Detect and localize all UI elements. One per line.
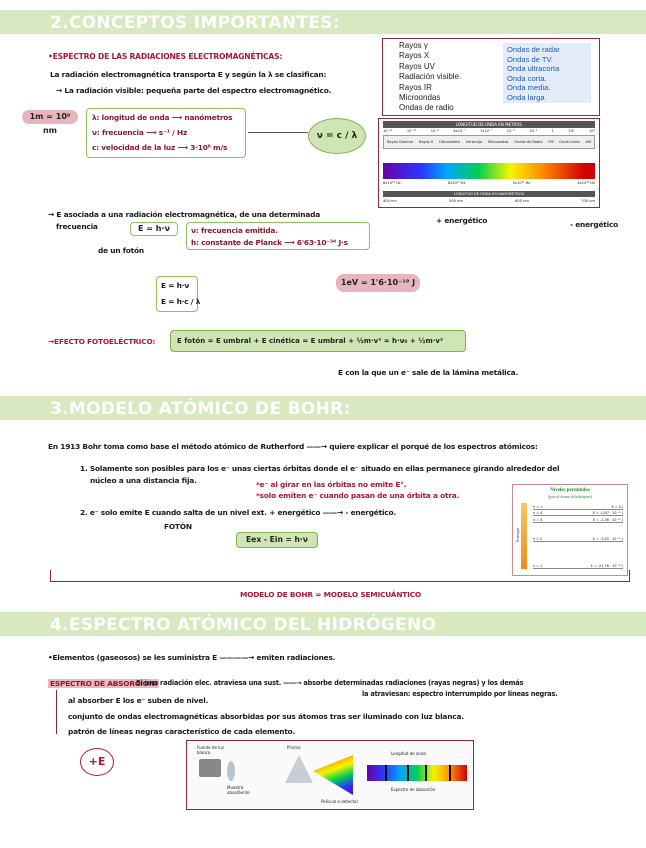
definitions-box xyxy=(86,108,246,158)
nm-label: 500 nm xyxy=(449,199,463,203)
nm-labels xyxy=(383,199,595,203)
eq1: E = h·ν xyxy=(161,281,190,290)
ev-conversion: 1eV = 1'6·10⁻¹⁹ J xyxy=(336,274,420,292)
spectrum-ticks xyxy=(383,129,595,133)
bullet-line xyxy=(56,690,64,734)
more-energy-label: + energético xyxy=(436,216,488,225)
band-label: Rayos X xyxy=(418,140,434,144)
nm-label: 700 nm xyxy=(581,199,595,203)
list-item: Ondas de TV. xyxy=(507,54,554,64)
hz-label: 4x10¹⁴ Hz xyxy=(577,181,595,185)
foton-word: FOTÓN xyxy=(164,522,192,531)
s2-line2: → La radiación visible: pequeña parte del espectro electromagnético. xyxy=(56,86,332,95)
s2-line1: La radiación electromagnética transporta E y según la λ se clasifican: xyxy=(50,70,327,79)
absorption-spectrum-bar xyxy=(367,765,467,781)
prism-shape xyxy=(285,755,313,783)
band-label: Onda Corta xyxy=(559,140,580,144)
def-c: c: velocidad de la luz ⟶ 3·10⁸ m/s xyxy=(92,143,228,152)
band-label: Infrarrojo xyxy=(465,140,483,144)
def-nu: ν: frecuencia ⟶ s⁻¹ / Hz xyxy=(92,128,188,137)
list-item: Rayos γ xyxy=(399,41,428,50)
energy-levels-image xyxy=(512,484,628,576)
band-label: FM xyxy=(548,140,554,144)
section-2-title: 2.CONCEPTOS IMPORTANTES: xyxy=(50,13,340,33)
hz-label: 5x10¹⁴ Hz xyxy=(512,181,531,185)
sample-shape xyxy=(227,761,235,781)
absorption-line xyxy=(407,765,409,781)
planck-box xyxy=(186,222,370,250)
bohr-p1c: *e⁻ al girar en las órbitas no emite E°. xyxy=(256,480,407,489)
list-item: Onda larga xyxy=(507,92,545,102)
eq2: E = h·c / λ xyxy=(161,297,201,306)
tick-label: 10⁻² xyxy=(529,129,538,133)
absorption-text: Si una radiación elec. atraviesa una sust. ——→ absorbe determinadas radiaciones (rayas negras) y los demás xyxy=(136,679,524,687)
bohr-p2: 2. e⁻ solo emite E cuando salta de un nivel ext. + energético ——→ - energético. xyxy=(80,508,396,517)
list-item: Rayos IR xyxy=(399,82,432,92)
level-n: n = 1 xyxy=(533,564,543,568)
levels-title: Niveles permitidos xyxy=(550,488,590,493)
list-item: Microondas xyxy=(399,93,441,103)
band-label: AM xyxy=(585,140,592,144)
spectrum-header: LONGITUD DE ONDA EN METROS xyxy=(383,121,595,128)
def-h: h: constante de Planck ⟶ 6'63·10⁻³⁴ J·s xyxy=(191,238,348,247)
section-3-title: 3.MODELO ATÓMICO DE BOHR: xyxy=(50,399,351,419)
bohr-footer: MODELO DE BOHR = MODELO SEMICUÁNTICO xyxy=(240,590,422,599)
spectrum-footer: LONGITUD DE ONDA EN NANÓMETROS xyxy=(383,191,595,197)
band-label: Microondas xyxy=(487,140,509,144)
tick-label: 10⁴ xyxy=(588,129,595,133)
list-item: Ondas de radio xyxy=(399,103,454,113)
bohr-p1a: 1. Solamente son posibles para los e⁻ unas ciertas órbitas donde el e⁻ situado en ellas permanece girando alrededor del xyxy=(80,464,560,473)
levels-list xyxy=(533,505,623,569)
def-nu2: ν: frecuencia emitida. xyxy=(191,226,278,235)
list-item: Onda media. xyxy=(507,83,551,93)
tick-label: 10⁻⁴ xyxy=(506,129,515,133)
list-item: Onda corta. xyxy=(507,73,547,83)
list-item: Rayos UV xyxy=(399,61,436,71)
radiation-list-left xyxy=(399,41,461,114)
level-e: E = -21,76 · 10⁻¹⁹ J xyxy=(590,564,623,568)
tick-label: 7x10⁻⁷ xyxy=(479,129,493,133)
light-source-box xyxy=(199,759,221,777)
bohr-formula: Eex - Ein = h·ν xyxy=(236,532,318,548)
spectrum-heading: •ESPECTRO DE LAS RADIACIONES ELECTROMAGNÉTICAS: xyxy=(48,52,283,61)
abs-bullet-1: al absorber E los e⁻ suben de nivel. xyxy=(68,696,209,705)
tick-label: 10⁻⁸ xyxy=(430,129,439,133)
hz-label: 6x10¹⁴ Hz xyxy=(447,181,466,185)
energy-formula-box: E = h·ν xyxy=(130,222,178,236)
level-n: n = 4 xyxy=(533,511,543,515)
radiation-list-box xyxy=(382,38,600,116)
level-row xyxy=(533,505,623,510)
nm-label: 400 nm xyxy=(383,199,397,203)
list-item: Rayos X xyxy=(399,51,430,61)
unit-pill: 1m = 10⁹ nm xyxy=(22,110,78,124)
photoelectric-note: E con la que un e⁻ sale de la lámina metálica. xyxy=(338,368,519,377)
list-item: Onda ultracorta xyxy=(507,64,560,74)
s4-line1: •Elementos (gaseosos) se les suministra E ————→ emiten radiaciones. xyxy=(48,653,336,662)
em-spectrum-image xyxy=(378,118,600,208)
level-n: n = 2 xyxy=(533,537,543,541)
energy-arrow xyxy=(521,503,527,569)
bohr-p1d: *solo emiten e⁻ cuando pasan de una órbita a otra. xyxy=(256,491,460,500)
tick-label: 10⁻¹⁰ xyxy=(406,129,417,133)
level-row xyxy=(533,564,623,569)
energy-equations-box xyxy=(156,276,201,312)
absorption-text2: la atraviesan: espectro interrumpido por líneas negras. xyxy=(362,690,558,698)
level-e: E = -2,36 · 10⁻¹⁹ J xyxy=(592,518,623,522)
tick-label: 1 xyxy=(551,129,554,133)
hz-labels xyxy=(383,181,595,185)
assoc-line1: → E asociada a una radiación electromagnética, de una determinada xyxy=(48,210,320,219)
plus-e-circle: +E xyxy=(80,748,114,776)
visible-spectrum-bar xyxy=(383,163,595,179)
absorption-label: ESPECTRO DE ABSORCIÓN: xyxy=(50,679,158,688)
abs-bullet-3: patrón de líneas negras característico de cada elemento. xyxy=(68,727,296,736)
spectrum-bands xyxy=(383,135,595,149)
level-n: n = 3 xyxy=(533,518,543,522)
band-label: Ondas de Radio xyxy=(514,140,543,144)
band-label: Ultravioleta xyxy=(439,140,460,144)
connector-line xyxy=(248,132,308,133)
less-energy-label: - energético xyxy=(570,220,618,229)
absorption-diagram xyxy=(186,740,474,810)
list-item: Radiación visible. xyxy=(399,72,462,82)
absorption-line xyxy=(385,765,387,781)
hz-label: 8x10¹⁴ Hz xyxy=(383,181,401,185)
section-2-band xyxy=(0,10,646,34)
absorption-line xyxy=(425,765,427,781)
bohr-bracket xyxy=(50,570,630,582)
level-e: E = -0,87 · 10⁻¹⁹ J xyxy=(592,511,623,515)
bohr-p1b: núcleo a una distancia fija. xyxy=(90,476,197,485)
frequency-formula: ν = c / λ xyxy=(308,118,366,154)
assoc-line2: frecuencia xyxy=(56,222,98,231)
tick-label: 10² xyxy=(568,129,575,133)
bohr-line1: En 1913 Bohr toma como base el método atómico de Rutherford ——→ quiere explicar el porqué de los espectros atómicos: xyxy=(48,442,538,451)
sample-label: Muestra absorbente xyxy=(227,785,250,795)
photoelectric-equation: E fotón = E umbral + E cinética = E umbral + ½m·v² = h·ν₀ + ½m·v² xyxy=(170,330,466,352)
wavelength-label: Longitud de onda xyxy=(391,751,426,756)
tick-label: 10⁻¹² xyxy=(383,129,393,133)
radio-sublist xyxy=(503,43,591,103)
list-item: Ondas de radar xyxy=(507,45,560,54)
level-row xyxy=(533,518,623,523)
dispersed-light xyxy=(313,755,353,795)
abs-bullet-2: conjunto de ondas electromagnéticas absorbidas por sus átomos tras ser iluminado con luz blanca. xyxy=(68,712,464,721)
energy-axis-label: Energía xyxy=(515,528,520,542)
foton-label: de un fotón xyxy=(98,246,144,255)
level-e: E = -5,45 · 10⁻¹⁹ J xyxy=(592,537,623,541)
section-4-title: 4.ESPECTRO ATÓMICO DEL HIDRÓGENO xyxy=(50,615,437,635)
film-label: Película o detector xyxy=(321,799,359,804)
section-3-band xyxy=(0,396,646,420)
tick-label: 4x10⁻⁷ xyxy=(453,129,466,133)
def-lambda: λ: longitud de onda ⟶ nanómetros xyxy=(92,113,233,122)
levels-subtitle: (para el átomo de hidrógeno) xyxy=(547,495,593,499)
absorption-line xyxy=(449,765,451,781)
level-row xyxy=(533,537,623,542)
level-e: E = 0 J xyxy=(611,505,623,509)
spectrum-label: Espectro de absorción xyxy=(391,787,436,792)
section-4-band xyxy=(0,612,646,636)
photoelectric-label: →EFECTO FOTOELÉCTRICO: xyxy=(48,337,156,346)
prism-label: Prisma xyxy=(287,745,301,750)
light-source-label: Fuente de luz blanca xyxy=(197,745,224,755)
level-n: n = ∞ xyxy=(533,505,543,509)
band-label: Rayos Gamma xyxy=(386,140,414,144)
nm-label: 600 nm xyxy=(515,199,529,203)
level-row xyxy=(533,511,623,516)
